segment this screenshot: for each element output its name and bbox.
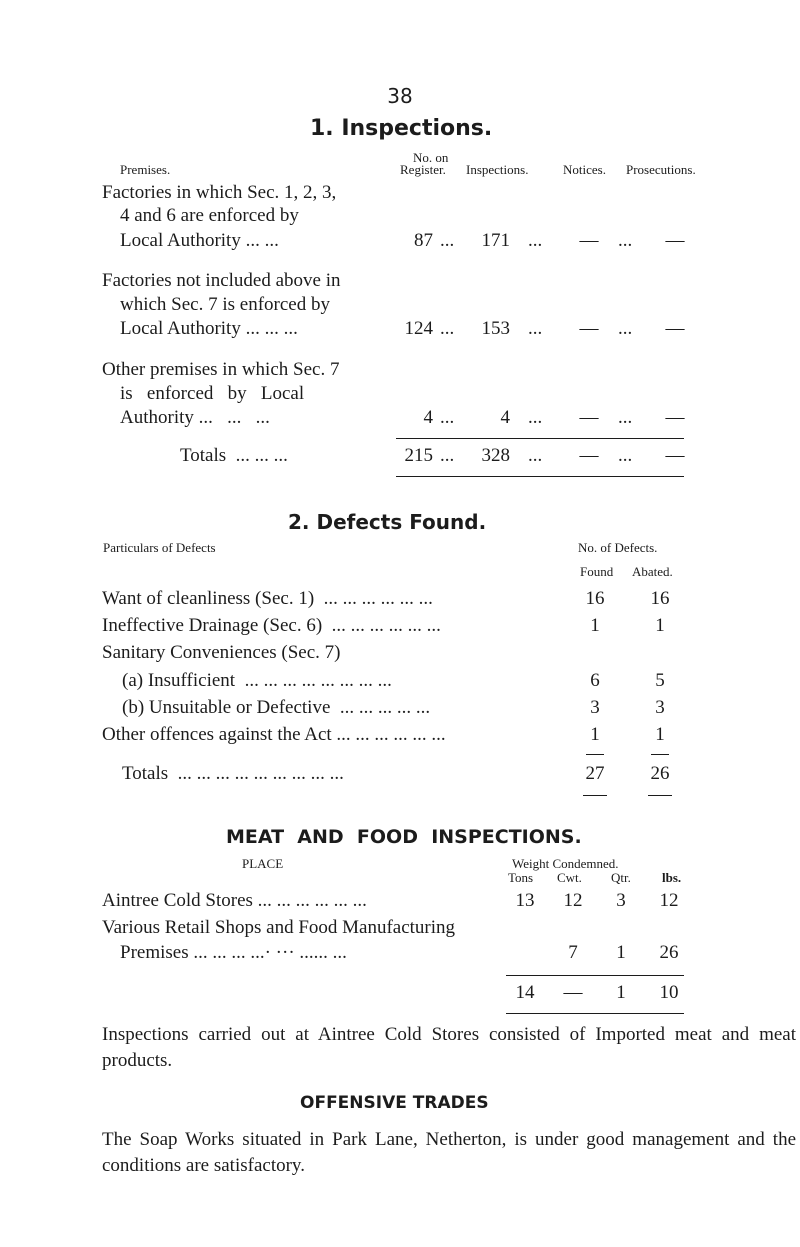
meat-title: MEAT AND FOOD INSPECTIONS.: [226, 826, 582, 848]
inspection-row-2-register: 124: [404, 318, 433, 339]
defects-found-rule-bottom: [583, 795, 607, 796]
meat-total-rule-top: [506, 975, 684, 976]
meat-unit-lbs: lbs.: [662, 870, 682, 885]
meat-unit-tons: Tons: [508, 870, 534, 885]
meat-total-rule-bottom: [506, 1013, 684, 1014]
inspection-row-2-prosecutions: —: [665, 318, 685, 339]
inspections-totals-prosecutions: —: [665, 445, 685, 466]
header-register-top: No. on: [413, 150, 449, 165]
dots: ...: [528, 407, 543, 428]
meat-row-2-line-1: Various Retail Shops and Food Manufacturing: [102, 917, 456, 938]
defects-abated-rule-bottom: [648, 795, 672, 796]
inspection-row-1-notices: —: [579, 230, 599, 251]
inspection-row-3-line-2: is enforced by Local: [120, 383, 305, 404]
inspection-row-3-inspections: 4: [500, 407, 510, 428]
header-prosecutions: Prosecutions.: [626, 162, 696, 177]
dots: ...: [440, 230, 455, 251]
meat-total-tons: 14: [515, 982, 535, 1003]
meat-unit-qtr: Qtr.: [611, 870, 631, 885]
inspection-row-2-line-3: Local Authority ... ... ...: [120, 318, 298, 339]
meat-row-1-label: Aintree Cold Stores ... ... ... ... ... ...: [102, 890, 367, 911]
dots: ...: [440, 318, 455, 339]
inspections-title: 1. Inspections.: [310, 116, 493, 141]
defects-totals-abated: 26: [650, 763, 670, 784]
dots: ...: [618, 230, 633, 251]
meat-row-1-tons: 13: [515, 890, 535, 911]
inspection-row-1-line-3: Local Authority ... ...: [120, 230, 279, 251]
defect-row-5-abated: 3: [655, 697, 665, 718]
defect-row-4-abated: 5: [655, 670, 665, 691]
defect-row-5-label: (b) Unsuitable or Defective ... ... ... ... ...: [122, 697, 431, 718]
inspection-row-1-prosecutions: —: [665, 230, 685, 251]
dots: ...: [528, 230, 543, 251]
meat-unit-cwt: Cwt.: [557, 870, 582, 885]
meat-total-qtr: 1: [616, 982, 626, 1003]
defect-row-6-abated: 1: [655, 724, 665, 745]
inspection-row-3-line-1: Other premises in which Sec. 7: [102, 359, 340, 380]
defect-row-1-found: 16: [585, 588, 605, 609]
defect-row-2-label: Ineffective Drainage (Sec. 6) ... ... ... ... ... ...: [102, 615, 441, 636]
defects-totals-label: Totals ... ... ... ... ... ... ... ... ...: [122, 763, 344, 784]
inspections-totals-notices: —: [579, 445, 599, 466]
defects-abated-rule-top: [651, 754, 669, 755]
meat-row-2-cwt: 7: [568, 942, 578, 963]
inspections-total-rule-top: [396, 438, 684, 439]
defect-row-4-found: 6: [590, 670, 600, 691]
offensive-title: OFFENSIVE TRADES: [300, 1093, 489, 1113]
defect-row-1-label: Want of cleanliness (Sec. 1) ... ... ... ... ... ...: [102, 588, 433, 609]
offensive-text: The Soap Works situated in Park Lane, Netherton, is under good management and the conditions are satisfactory.: [102, 1129, 796, 1176]
dots: ...: [618, 407, 633, 428]
header-register: Register.: [400, 162, 446, 177]
inspection-row-3-register: 4: [423, 407, 433, 428]
defects-sub-found: Found: [580, 564, 614, 579]
inspection-row-3-line-3: Authority ... ... ...: [120, 407, 270, 428]
inspections-totals-label: Totals ... ... ...: [180, 445, 288, 466]
defects-title: 2. Defects Found.: [288, 510, 487, 534]
dots: ...: [618, 318, 633, 339]
meat-note: Inspections carried out at Aintree Cold Stores consisted of Imported meat and meat products.: [102, 1024, 796, 1071]
meat-row-1-lbs: 12: [659, 890, 679, 911]
inspections-totals-inspections: 328: [481, 445, 510, 466]
inspection-row-1-inspections: 171: [481, 230, 510, 251]
defect-row-2-found: 1: [590, 615, 600, 636]
defect-row-3-label: Sanitary Conveniences (Sec. 7): [102, 642, 341, 663]
dots: ...: [618, 445, 633, 466]
meat-row-2-lbs: 26: [659, 942, 679, 963]
dots: ...: [528, 445, 543, 466]
defects-totals-found: 27: [585, 763, 605, 784]
inspection-row-1-line-1: Factories in which Sec. 1, 2, 3,: [102, 182, 337, 203]
defects-header-left: Particulars of Defects: [103, 540, 216, 555]
inspection-row-2-inspections: 153: [481, 318, 510, 339]
inspection-row-1-register: 87: [414, 230, 433, 251]
meat-weight-header: Weight Condemned.: [512, 856, 619, 871]
header-notices: Notices.: [563, 162, 606, 177]
meat-place-header: PLACE: [242, 856, 284, 871]
inspection-row-2-line-2: which Sec. 7 is enforced by: [120, 294, 330, 315]
defects-header-right: No. of Defects.: [578, 540, 658, 555]
dots: ...: [440, 445, 455, 466]
inspection-row-3-prosecutions: —: [665, 407, 685, 428]
meat-total-cwt: —: [563, 982, 583, 1003]
inspection-row-1-line-2: 4 and 6 are enforced by: [120, 205, 299, 226]
inspection-row-2-line-1: Factories not included above in: [102, 270, 341, 291]
inspections-totals-register: 215: [404, 445, 433, 466]
defects-found-rule-top: [586, 754, 604, 755]
defect-row-6-found: 1: [590, 724, 600, 745]
meat-total-lbs: 10: [659, 982, 679, 1003]
meat-row-1-qtr: 3: [616, 890, 626, 911]
dots: ...: [440, 407, 455, 428]
defect-row-2-abated: 1: [655, 615, 665, 636]
meat-row-1-cwt: 12: [563, 890, 583, 911]
header-inspections: Inspections.: [466, 162, 529, 177]
meat-row-2-line-2: Premises ... ... ... ...· ··· ...... ...: [120, 942, 347, 963]
defect-row-4-label: (a) Insufficient ... ... ... ... ... ... ... ...: [122, 670, 392, 691]
meat-row-2-qtr: 1: [616, 942, 626, 963]
header-premises: Premises.: [120, 162, 171, 177]
defect-row-6-label: Other offences against the Act ... ... ... ... ... ...: [102, 724, 446, 745]
page-number: 38: [387, 84, 413, 108]
defect-row-1-abated: 16: [650, 588, 670, 609]
inspection-row-3-notices: —: [579, 407, 599, 428]
dots: ...: [528, 318, 543, 339]
defects-sub-abated: Abated.: [632, 564, 673, 579]
inspection-row-2-notices: —: [579, 318, 599, 339]
inspections-total-rule-bottom: [396, 476, 684, 477]
defect-row-5-found: 3: [590, 697, 600, 718]
